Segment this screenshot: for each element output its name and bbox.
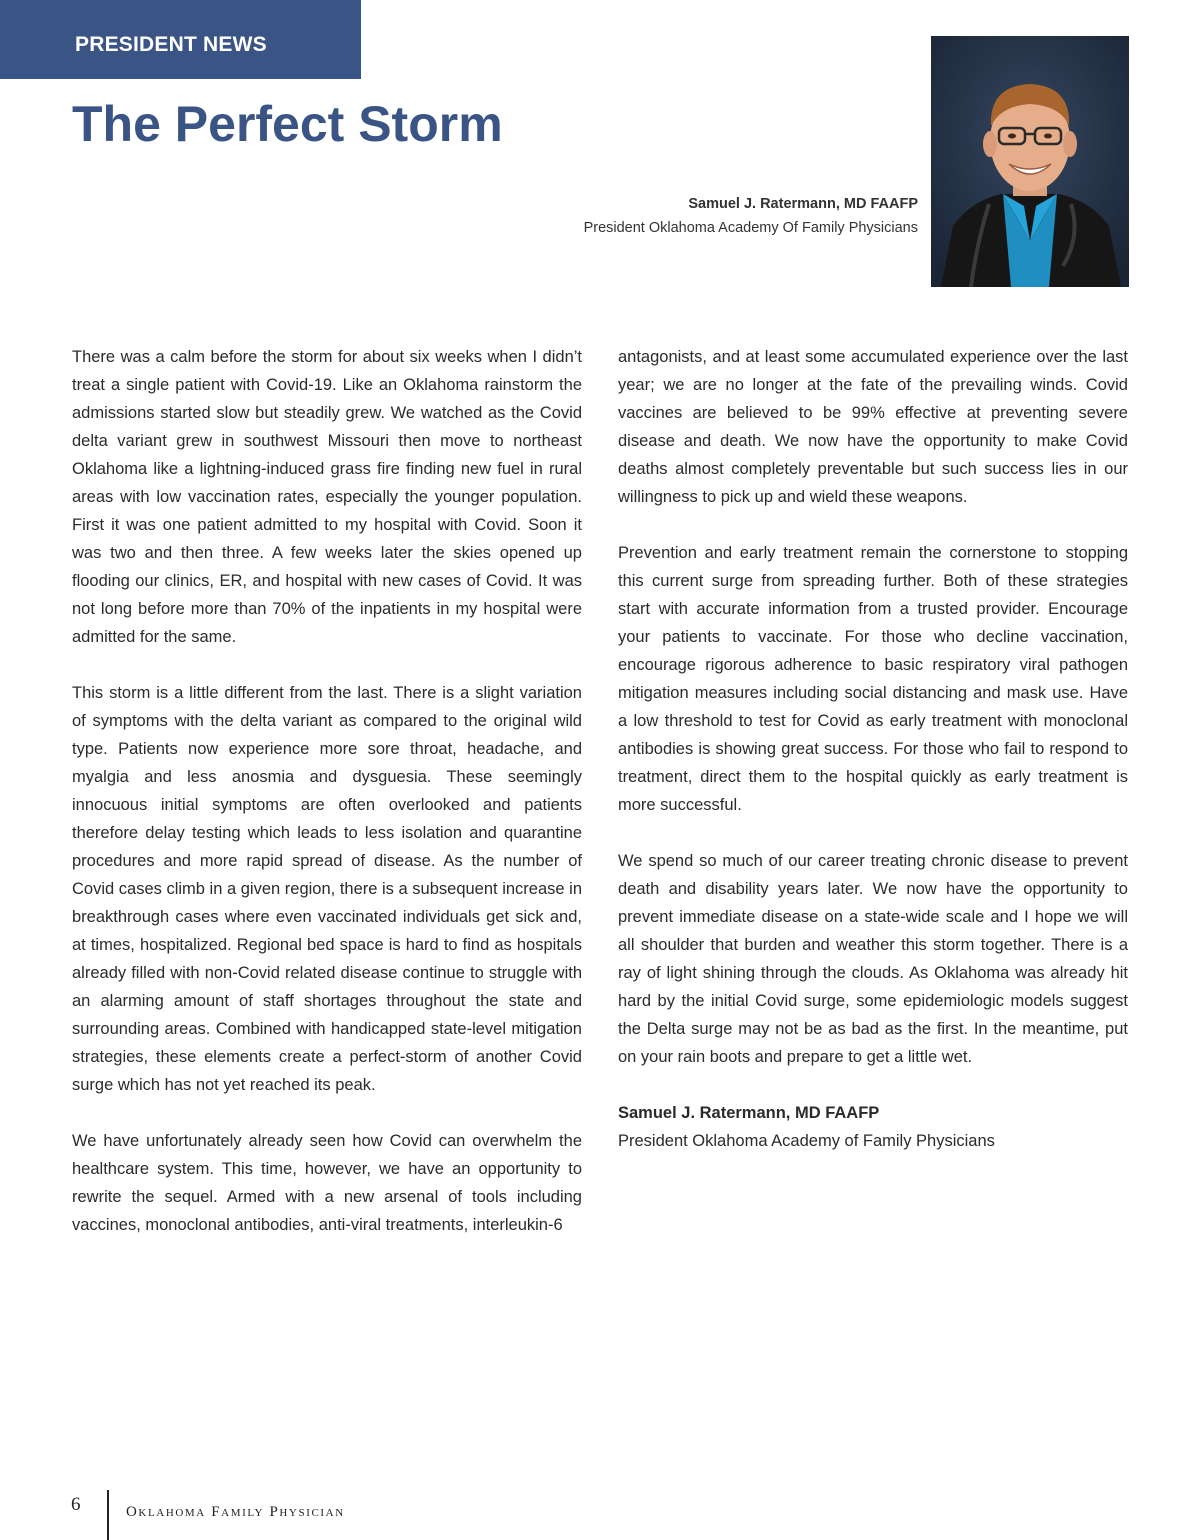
- article-column-left: [72, 343, 582, 1267]
- author-name: Samuel J. Ratermann, MD FAAFP: [688, 196, 918, 212]
- section-banner: [0, 0, 361, 79]
- page-footer: [0, 1490, 600, 1540]
- article-paragraph-part: We have unfortunately already seen how Covid can overwhelm the healthcare system. This time, however, we have an opportunity to rewrite the sequel. Armed with a new arsenal of tools including vaccines, monoclonal antibodies, anti-viral treatments, interleukin-6: [72, 1132, 582, 1234]
- signature-name: Samuel J. Ratermann, MD FAAFP: [618, 1104, 880, 1122]
- article-paragraph: This storm is a little different from the last. There is a slight variation of symptoms with the delta variant as compared to the original wild type. Patients now experience more sore throat, headache, and myalgia and less anosmia and dysguesia. These seemingly innocuous initial symptoms are often overlooked and patients therefore delay testing which leads to less isolation and quarantine procedures and more rapid spread of disease. As the number of Covid cases climb in a given region, there is a subsequent increase in breakthrough cases where even vaccinated individuals get sick and, at times, hospitalized. Regional bed space is hard to find as hospitals already filled with non-Covid related disease continue to struggle with an alarming amount of staff shortages throughout the state and surrounding areas. Combined with handicapped state-level mitigation strategies, these elements create a perfect-storm of another Covid surge which has not yet reached its peak.: [72, 684, 582, 1094]
- article-paragraph: Prevention and early treatment remain the cornerstone to stopping this current surge from spreading further. Both of these strategies start with accurate information from a trusted provider. Encourage your patients to vaccinate. For those who decline vaccination, encourage rigorous adherence to basic respiratory viral pathogen mitigation measures including social distancing and mask use. Have a low threshold to test for Covid as early treatment with monoclonal antibodies is showing great success. For those who fail to respond to treatment, direct them to the hospital quickly as early treatment is more successful.: [618, 544, 1128, 814]
- section-label: PRESIDENT NEWS: [75, 33, 267, 56]
- article-paragraph-part: antagonists, and at least some accumulated experience over the last year; we are no longer at the fate of the prevailing winds. Covid vaccines are believed to be 99% effective at preventing severe disease and death. We now have the opportunity to make Covid deaths almost completely preventable but such success lies in our willingness to pick up and wield these weapons.: [618, 348, 1128, 506]
- author-byline: [584, 194, 918, 238]
- footer-divider: [107, 1490, 109, 1540]
- portrait-illustration: [931, 36, 1129, 287]
- author-portrait: [931, 36, 1129, 287]
- article-title: The Perfect Storm: [72, 96, 503, 152]
- author-role: President Oklahoma Academy Of Family Physicians: [583, 220, 918, 236]
- publication-name: Oklahoma Family Physician: [126, 1504, 345, 1520]
- signature-role: President Oklahoma Academy of Family Physicians: [618, 1132, 995, 1150]
- page-number: 6: [71, 1494, 81, 1515]
- signature-block: [618, 1099, 1128, 1155]
- article-column-right: [618, 343, 1128, 1155]
- article-paragraph: We spend so much of our career treating chronic disease to prevent death and disability years later. We now have the opportunity to prevent immediate disease on a state-wide scale and I hope we will all shoulder that burden and weather this storm together. There is a ray of light shining through the clouds. As Oklahoma was already hit hard by the initial Covid surge, some epidemiologic models suggest the Delta surge may not be as bad as the first. In the meantime, put on your rain boots and prepare to get a little wet.: [618, 852, 1128, 1066]
- article-paragraph: There was a calm before the storm for about six weeks when I didn’t treat a single patient with Covid-19. Like an Oklahoma rainstorm the admissions started slow but steadily grew. We watched as the Covid delta variant grew in southwest Missouri then move to northeast Oklahoma like a lightning-induced grass fire finding new fuel in rural areas with low vaccination rates, especially the younger population. First it was one patient admitted to my hospital with Covid. Soon it was two and then three. A few weeks later the skies opened up flooding our clinics, ER, and hospital with new cases of Covid. It was not long before more than 70% of the inpatients in my hospital were admitted for the same.: [72, 348, 582, 646]
